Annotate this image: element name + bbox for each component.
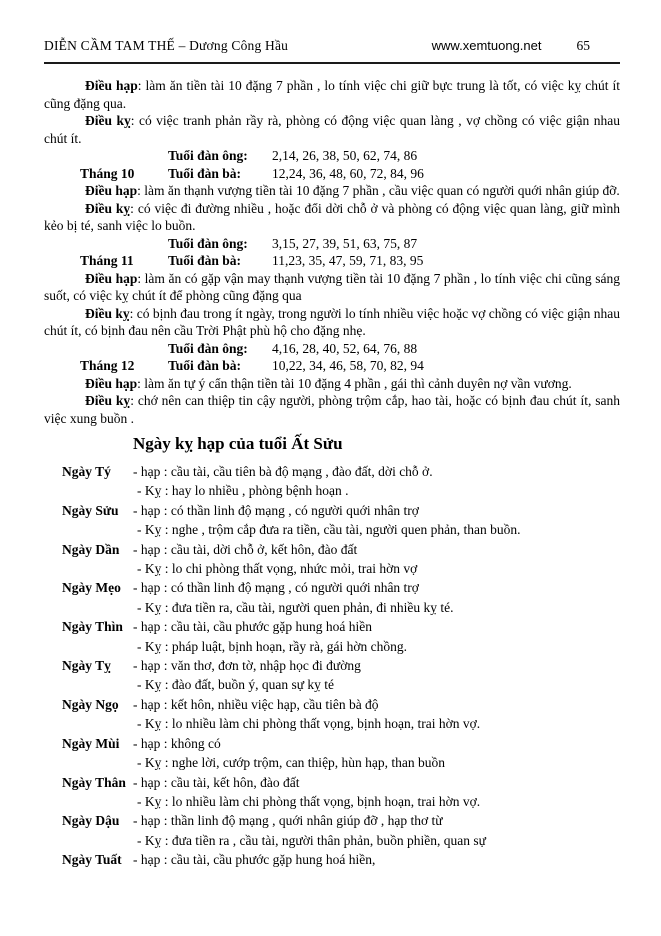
- hap-text: văn thơ, đơn tờ, nhập học đi đường: [170, 658, 361, 674]
- month-label: Tháng 11: [80, 253, 134, 268]
- hap-prefix: - hạp :: [133, 541, 171, 557]
- day-hap-line: [133, 540, 620, 559]
- page-header: [44, 38, 620, 64]
- book-title: DIỄN CẦM TAM THẾ – Dương Công Hầu: [44, 38, 289, 53]
- dieu-ky-label: Điều kỵ: [85, 113, 131, 128]
- day-ky-line: [133, 792, 620, 811]
- day-row: [44, 734, 620, 773]
- day-hap-line: [133, 734, 620, 753]
- month-row: [44, 340, 620, 358]
- day-name: Ngày Tỵ: [62, 658, 111, 674]
- hap-text: cầu tài, cầu phước gặp hung hoá hiền: [170, 619, 373, 635]
- days-section-heading: Ngày kỵ hạp của tuổi Ất Sửu: [133, 434, 343, 453]
- dieu-hap-text: : làm ăn thạnh vượng tiền tài 10 đặng 7 phần , cầu việc quan có người quới nhân giúp đỡ.: [137, 183, 620, 198]
- hap-prefix: - hạp :: [133, 658, 171, 674]
- month-row: [44, 252, 620, 270]
- dieu-ky-label: Điều kỵ: [85, 393, 131, 408]
- day-name: Ngày Dậu: [62, 813, 120, 829]
- month-label: Tháng 12: [80, 358, 135, 373]
- tuoi-dan-ong-values: 3,15, 27, 39, 51, 63, 75, 87: [272, 235, 418, 251]
- ky-prefix: - Kỵ :: [137, 755, 172, 771]
- month-row: [44, 147, 620, 165]
- day-hap-line: [133, 850, 620, 869]
- hap-prefix: - hạp :: [133, 696, 171, 712]
- ky-text: nghe , trộm cắp đưa ra tiền, cầu tài, người quen phản, than buồn.: [171, 522, 521, 538]
- tuoi-dan-ba-values: 11,23, 35, 47, 59, 71, 83, 95: [272, 253, 424, 268]
- day-row: [44, 773, 620, 812]
- month-label-empty: [44, 147, 168, 165]
- day-row: [44, 656, 620, 695]
- day-lines: [133, 462, 620, 501]
- ky-prefix: - Kỵ :: [137, 561, 172, 577]
- ky-prefix: - Kỵ :: [137, 832, 172, 848]
- day-lines: [133, 811, 620, 850]
- day-ky-line: [133, 714, 620, 733]
- hap-text: có thần linh độ mạng , có người quới nhân trợ: [170, 502, 419, 518]
- dieu-ky-text: : có việc đi đường nhiều , hoặc đổi dời chỗ ở và phòng có động việc quan làng, giữ mình kẻo bị té, sanh việc lo buồn.: [44, 200, 620, 233]
- month-label: Tháng 10: [80, 165, 135, 181]
- hap-prefix: - hạp :: [133, 502, 171, 518]
- dieu-hap-label: Điều hạp: [85, 78, 138, 93]
- day-hap-line: [133, 811, 620, 830]
- dieu-ky-paragraph: [44, 392, 620, 427]
- header-right: [432, 38, 590, 54]
- dieu-hap-text: : làm ăn có gặp vận may thạnh vượng tiền tài 10 đặng 7 phần , lo tính việc chi cũng sáng suốt, có việc kỵ chút ít để phòng cũng đặng qua: [44, 270, 620, 303]
- ky-text: đưa tiền ra , cầu tài, người thân phản, buồn phiền, quan sự: [171, 832, 486, 848]
- dieu-ky-label: Điều kỵ: [85, 305, 130, 321]
- hap-prefix: - hạp :: [133, 619, 171, 635]
- month-row: [44, 235, 620, 253]
- ky-text: lo nhiều làm chi phòng thất vọng, bịnh hoạn, trai hờn vợ.: [171, 793, 481, 809]
- day-hap-line: [133, 773, 620, 792]
- ky-prefix: - Kỵ :: [137, 677, 172, 693]
- dieu-ky-text: : có bịnh đau trong ít ngày, trong người lo tính nhiều việc hoặc vợ chồng có việc giận nhau chút ít, có bịnh đau nên cầu Trời Phật phù hộ cho đặng nhẹ.: [44, 305, 621, 338]
- day-lines: [133, 540, 620, 579]
- dieu-ky-text: : có việc tranh phản rầy rà, phòng có động việc quan làng , vợ chồng có việc giận nhau chút ít.: [44, 113, 620, 146]
- day-lines: [133, 695, 620, 734]
- dieu-hap-label: Điều hạp: [85, 270, 138, 286]
- tuoi-dan-ba-values: 12,24, 36, 48, 60, 72, 84, 96: [272, 165, 424, 181]
- day-ky-line: [133, 753, 620, 772]
- dieu-hap-paragraph: [44, 375, 620, 393]
- tuoi-dan-ong-label: Tuổi đàn ông:: [168, 235, 248, 251]
- hap-text: cầu tài, cầu tiên bà độ mạng , đào đất, dời chỗ ở.: [170, 464, 433, 479]
- dieu-ky-paragraph: [44, 112, 620, 147]
- day-lines: [133, 734, 620, 773]
- hap-prefix: - hạp :: [133, 464, 171, 479]
- day-row: [44, 462, 620, 501]
- hap-text: cầu tài, kết hôn, đào đất: [170, 774, 300, 790]
- ky-prefix: - Kỵ :: [137, 716, 172, 732]
- day-lines: [133, 501, 620, 540]
- day-name: Ngày Mẹo: [62, 580, 121, 596]
- day-ky-line: [133, 637, 620, 656]
- dieu-hap-label: Điều hạp: [85, 183, 138, 198]
- dieu-ky-paragraph: [44, 305, 620, 340]
- dieu-ky-text: : chớ nên can thiệp tin cậy người, phòng trộm cắp, hao tài, hoặc có bịnh đau chút ít, sanh việc xung buồn .: [44, 393, 620, 426]
- ky-text: nghe lời, cướp trộm, can thiệp, hùn hạp, than buồn: [171, 755, 446, 771]
- day-ky-line: [133, 831, 620, 850]
- dieu-hap-text: : làm ăn tiền tài 10 đặng 7 phần , lo tính việc chi giữ bực trung là tốt, có việc kỵ chút ít cũng đặng qua.: [44, 78, 620, 111]
- day-hap-line: [133, 656, 620, 675]
- page-number: 65: [576, 38, 590, 53]
- tuoi-dan-ba-values: 10,22, 34, 46, 58, 70, 82, 94: [272, 358, 424, 373]
- tuoi-dan-ong-values: 2,14, 26, 38, 50, 62, 74, 86: [272, 148, 418, 163]
- day-hap-line: [133, 501, 620, 520]
- ky-text: hay lo nhiều , phòng bệnh hoạn .: [171, 483, 349, 499]
- day-ky-line: [133, 520, 620, 539]
- day-ky-line: [133, 598, 620, 617]
- dieu-hap-text: : làm ăn tự ý cẩn thận tiền tài 10 đặng 4 phần , gái thì cảnh duyên nợ vần vương.: [137, 375, 572, 391]
- day-hap-line: [133, 617, 620, 636]
- day-lines: [133, 578, 620, 617]
- day-name: Ngày Mùi: [62, 735, 120, 751]
- dieu-hap-paragraph: [44, 182, 620, 200]
- hap-text: kết hôn, nhiều việc hạp, cầu tiên bà độ: [170, 696, 379, 712]
- ky-text: đào đất, buồn ý, quan sự kỵ té: [171, 677, 335, 693]
- day-name: Ngày Tý: [62, 464, 111, 479]
- ky-text: lo chi phòng thất vọng, nhức mỏi, trai hờn vợ: [171, 561, 418, 577]
- tuoi-dan-ba-label: Tuổi đàn bà:: [168, 253, 242, 268]
- tuoi-dan-ong-label: Tuổi đàn ông:: [168, 148, 248, 163]
- hap-prefix: - hạp :: [133, 580, 171, 596]
- day-row: [44, 501, 620, 540]
- day-ky-line: [133, 675, 620, 694]
- ky-text: lo nhiều làm chi phòng thất vọng, bịnh hoạn, trai hờn vợ.: [171, 716, 481, 732]
- ky-prefix: - Kỵ :: [137, 599, 172, 615]
- month-row: [44, 165, 620, 183]
- day-row: [44, 811, 620, 850]
- day-name: Ngày Tuất: [62, 852, 122, 868]
- day-name: Ngày Ngọ: [62, 696, 119, 712]
- day-name: Ngày Thìn: [62, 619, 123, 635]
- day-lines: [133, 773, 620, 812]
- tuoi-dan-ba-label: Tuổi đàn bà:: [168, 165, 242, 181]
- day-lines: [133, 656, 620, 695]
- hap-prefix: - hạp :: [133, 735, 171, 751]
- hap-text: cầu tài, cầu phước gặp hung hoá hiền,: [170, 852, 376, 868]
- ky-text: pháp luật, bịnh hoạn, rầy rà, gái hờn chồng.: [171, 638, 407, 654]
- month-label-empty: [44, 340, 168, 358]
- hap-prefix: - hạp :: [133, 813, 171, 829]
- day-hap-line: [133, 578, 620, 597]
- hap-text: cầu tài, dời chỗ ở, kết hôn, đào đất: [170, 541, 358, 557]
- dieu-hap-paragraph: [44, 270, 620, 305]
- dieu-ky-paragraph: [44, 200, 620, 235]
- day-row: [44, 578, 620, 617]
- tuoi-dan-ong-label: Tuổi đàn ông:: [168, 340, 248, 356]
- day-row: [44, 695, 620, 734]
- hap-text: thần linh độ mạng , quới nhân giúp đỡ , hạp thơ từ: [170, 813, 443, 829]
- hap-text: có thần linh độ mạng , có người quới nhân trợ: [170, 580, 419, 596]
- site-url: www.xemtuong.net: [431, 38, 542, 53]
- day-lines: [133, 850, 620, 869]
- day-ky-line: [133, 559, 620, 578]
- ky-prefix: - Kỵ :: [137, 522, 172, 538]
- hap-prefix: - hạp :: [133, 774, 171, 790]
- hap-prefix: - hạp :: [133, 852, 171, 868]
- ky-prefix: - Kỵ :: [137, 483, 172, 499]
- day-hap-line: [133, 462, 620, 481]
- day-row: [44, 540, 620, 579]
- month-label-empty: [44, 235, 168, 253]
- ky-prefix: - Kỵ :: [137, 793, 172, 809]
- day-name: Ngày Thân: [62, 774, 126, 790]
- day-name: Ngày Dần: [62, 541, 120, 557]
- day-row: [44, 617, 620, 656]
- dieu-hap-label: Điều hạp: [85, 375, 138, 391]
- tuoi-dan-ong-values: 4,16, 28, 40, 52, 64, 76, 88: [272, 340, 418, 356]
- month-row: [44, 357, 620, 375]
- day-row: [44, 850, 620, 869]
- day-name: Ngày Sửu: [62, 502, 119, 518]
- ky-text: đưa tiền ra, cầu tài, người quen phản, đi nhiều kỵ té.: [171, 599, 454, 615]
- dieu-hap-paragraph: [44, 77, 620, 112]
- dieu-ky-label: Điều kỵ: [85, 200, 131, 216]
- ky-prefix: - Kỵ :: [137, 638, 172, 654]
- day-lines: [133, 617, 620, 656]
- day-ky-line: [133, 481, 620, 500]
- tuoi-dan-ba-label: Tuổi đàn bà:: [168, 358, 242, 373]
- day-hap-line: [133, 695, 620, 714]
- hap-text: không có: [170, 735, 221, 751]
